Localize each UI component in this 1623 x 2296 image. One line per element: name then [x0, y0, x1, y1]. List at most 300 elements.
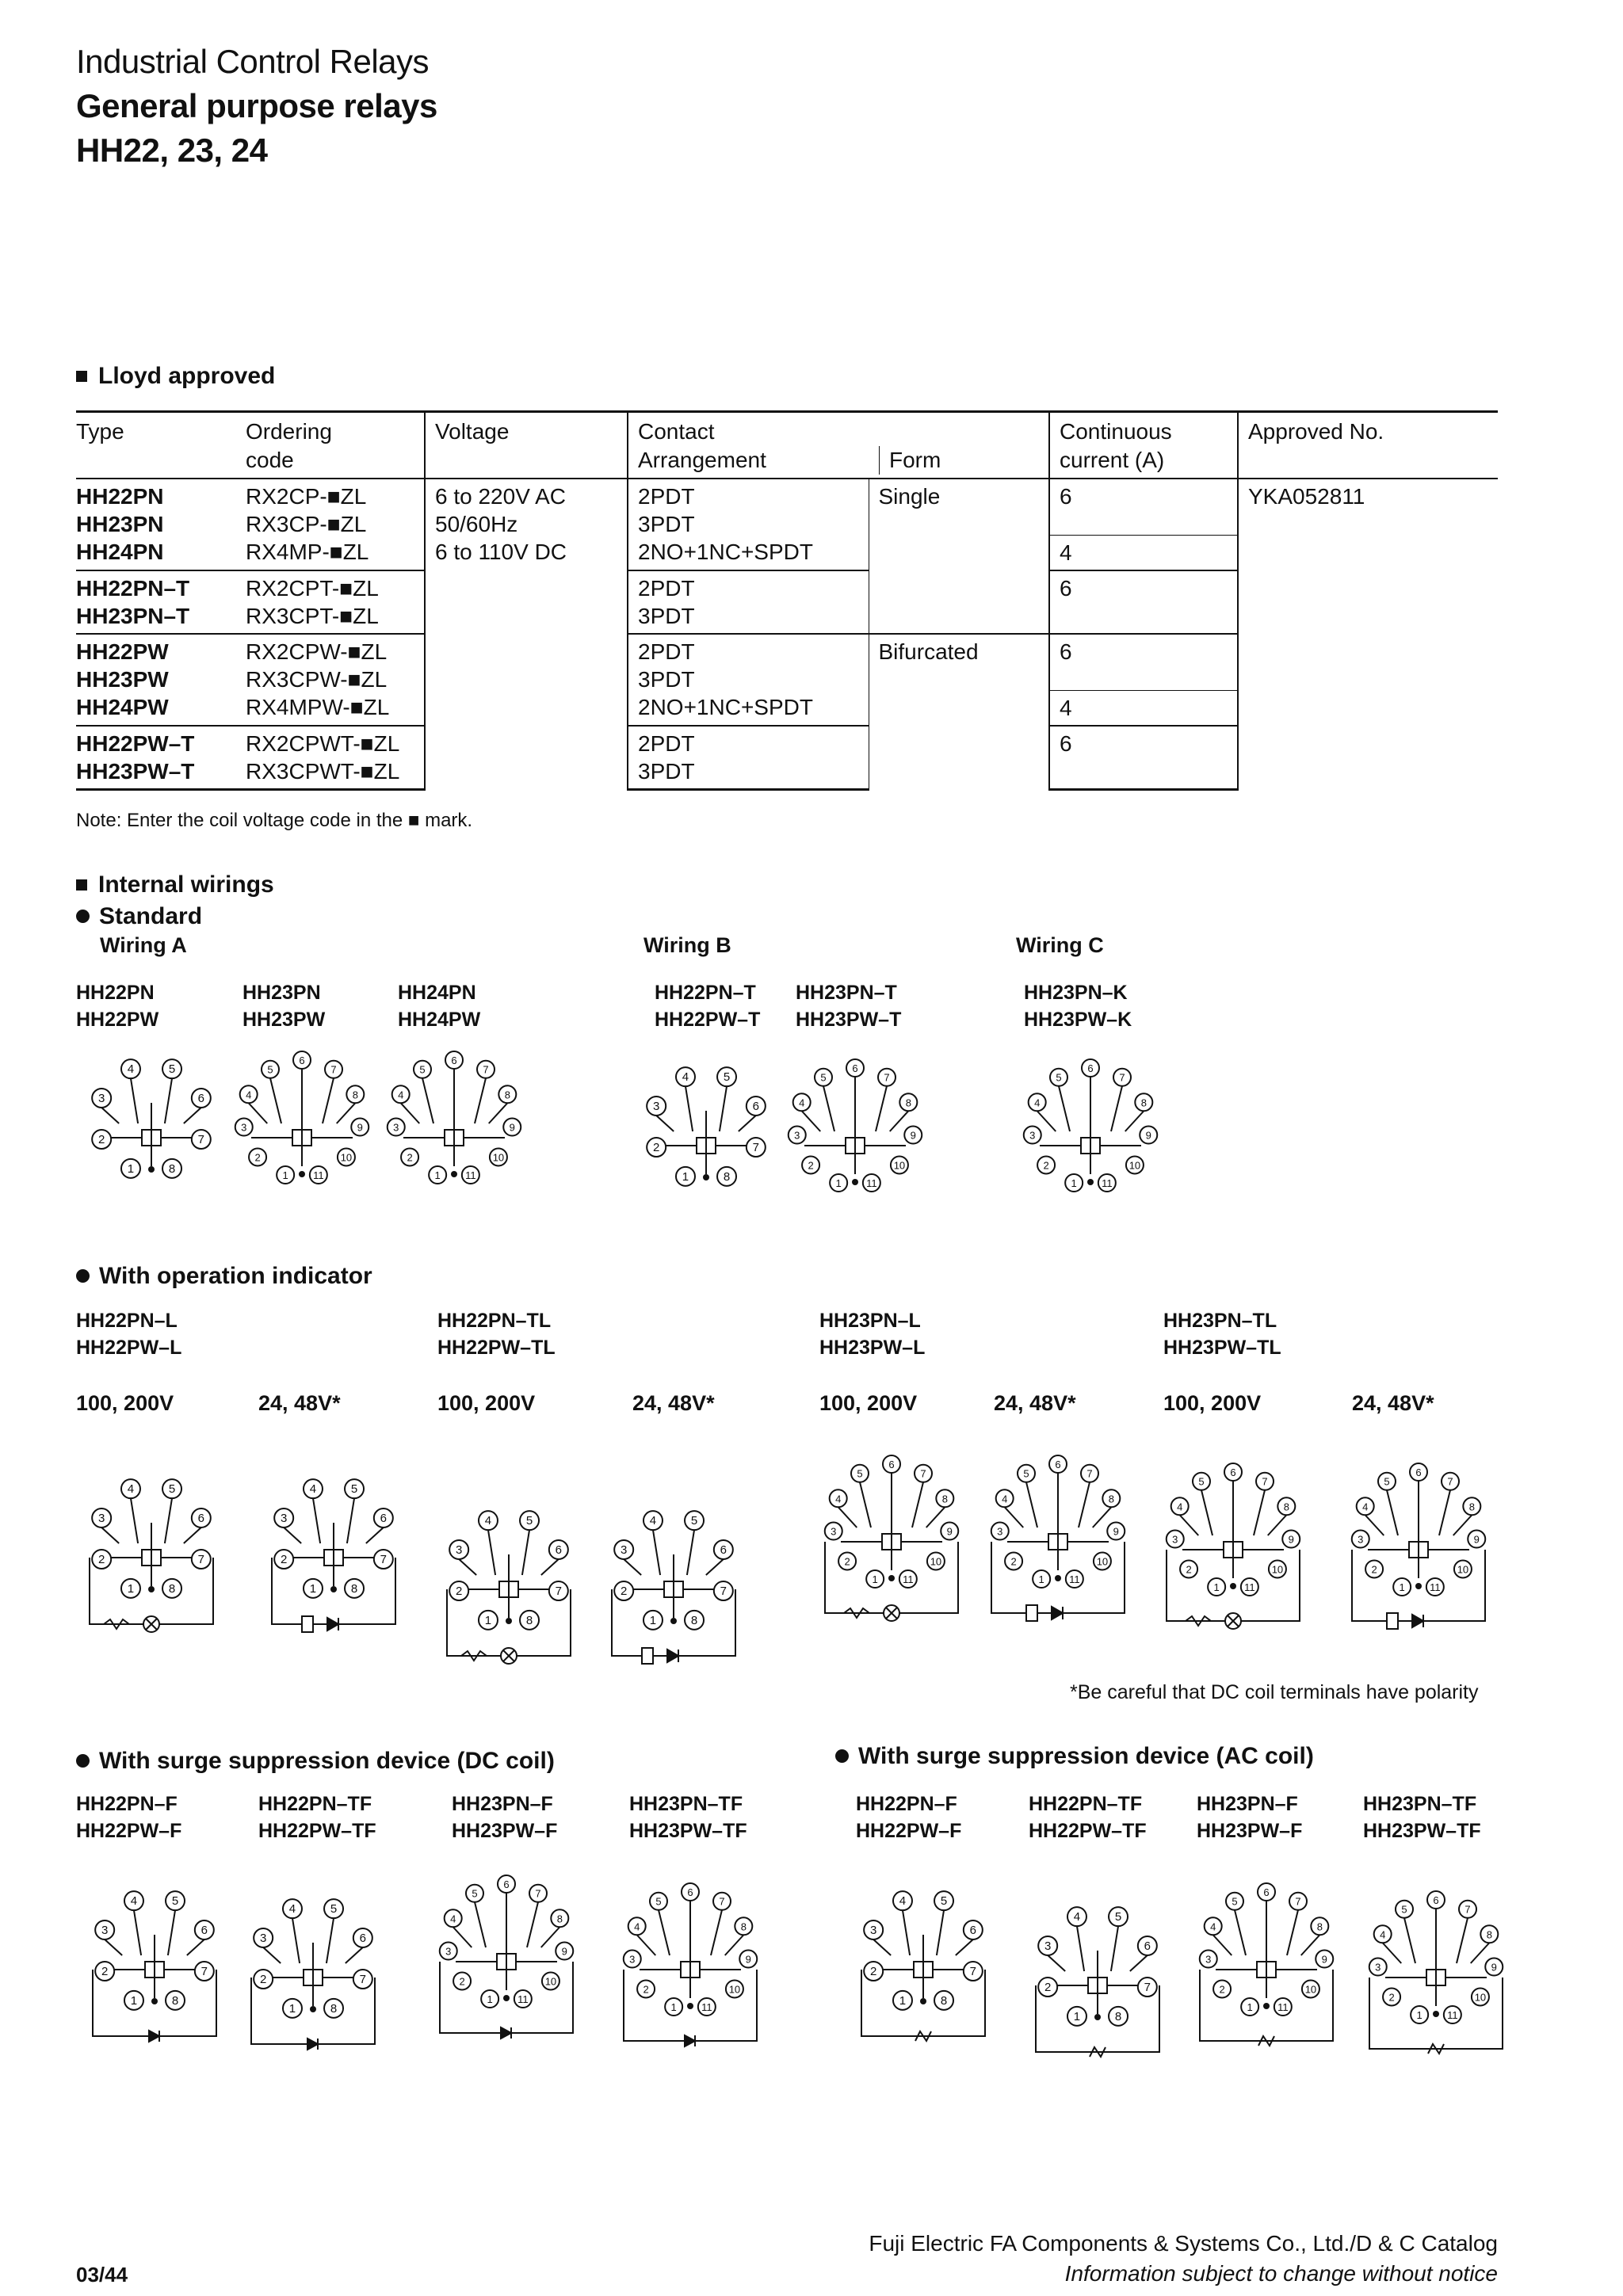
col-voltage: Voltage — [425, 412, 628, 479]
table-row: 4 — [76, 536, 1498, 571]
svg-text:10: 10 — [340, 1151, 353, 1164]
wiring-diagram — [76, 1046, 227, 1208]
svg-text:2: 2 — [1043, 1159, 1049, 1172]
square-bullet-icon — [76, 879, 87, 891]
svg-text:5: 5 — [1023, 1467, 1029, 1480]
svg-text:5: 5 — [1114, 1910, 1122, 1924]
svg-text:7: 7 — [719, 1895, 725, 1908]
model-label: HH22PN–TL HH22PW–TL — [437, 1310, 556, 1359]
model-label: HH24PN HH24PW — [398, 982, 481, 1031]
surge-ac-heading: With surge suppression device (AC coil) — [835, 1743, 1314, 1770]
svg-text:4: 4 — [1380, 1928, 1386, 1941]
svg-text:1: 1 — [487, 1993, 493, 2006]
model-label: HH23PN–TF HH23PW–TF — [629, 1793, 747, 1842]
svg-text:4: 4 — [649, 1514, 657, 1528]
svg-text:1: 1 — [434, 1169, 441, 1182]
svg-text:9: 9 — [946, 1525, 953, 1538]
col-current: Continuous current (A) — [1049, 412, 1238, 479]
schematic-svg — [983, 1450, 1133, 1664]
svg-text:10: 10 — [544, 1975, 557, 1988]
svg-text:3: 3 — [1358, 1533, 1364, 1546]
svg-text:9: 9 — [561, 1945, 567, 1958]
svg-text:2: 2 — [98, 1553, 105, 1567]
svg-text:2: 2 — [254, 1151, 261, 1164]
model-label: HH23PN–TL HH23PW–TL — [1163, 1310, 1281, 1359]
svg-text:7: 7 — [1295, 1895, 1301, 1908]
svg-text:2: 2 — [101, 1965, 109, 1979]
svg-text:7: 7 — [1262, 1475, 1268, 1488]
svg-text:7: 7 — [969, 1965, 976, 1979]
svg-text:4: 4 — [1177, 1501, 1183, 1513]
svg-text:8: 8 — [905, 1097, 911, 1109]
svg-text:4: 4 — [309, 1482, 317, 1497]
standard-heading: Standard — [76, 903, 202, 930]
svg-text:5: 5 — [168, 1482, 176, 1497]
svg-text:2: 2 — [459, 1975, 465, 1988]
svg-text:4: 4 — [799, 1097, 805, 1109]
svg-text:7: 7 — [555, 1585, 562, 1599]
square-bullet-icon — [76, 371, 87, 382]
svg-text:5: 5 — [723, 1070, 731, 1085]
svg-text:7: 7 — [1144, 1981, 1151, 1995]
svg-text:1: 1 — [309, 1581, 317, 1596]
svg-text:11: 11 — [866, 1177, 877, 1190]
svg-text:2: 2 — [260, 1973, 267, 1987]
svg-text:6: 6 — [503, 1878, 510, 1890]
svg-text:5: 5 — [820, 1071, 827, 1084]
svg-text:6: 6 — [451, 1055, 457, 1066]
model-label: HH23PN HH23PW — [242, 982, 326, 1031]
svg-text:10: 10 — [930, 1555, 942, 1568]
svg-text:1: 1 — [670, 2001, 677, 2014]
svg-text:8: 8 — [1468, 1501, 1475, 1513]
svg-text:6: 6 — [1055, 1459, 1061, 1470]
svg-text:1: 1 — [1213, 1581, 1220, 1594]
model-label: HH22PN–TF HH22PW–TF — [1029, 1793, 1147, 1842]
svg-text:2: 2 — [407, 1151, 413, 1164]
svg-text:4: 4 — [127, 1062, 135, 1077]
svg-text:3: 3 — [456, 1543, 463, 1557]
lloyd-heading — [76, 363, 275, 390]
wiring-diagram — [227, 1046, 377, 1208]
svg-text:11: 11 — [1447, 2009, 1458, 2022]
svg-text:6: 6 — [299, 1055, 305, 1066]
svg-text:5: 5 — [267, 1063, 273, 1076]
svg-text:9: 9 — [1288, 1533, 1294, 1546]
voltage-label: 24, 48V* — [258, 1391, 341, 1415]
svg-text:11: 11 — [1430, 1581, 1441, 1594]
svg-text:7: 7 — [200, 1965, 208, 1979]
svg-text:8: 8 — [352, 1089, 358, 1101]
svg-text:11: 11 — [903, 1573, 914, 1586]
svg-text:6: 6 — [359, 1931, 366, 1945]
svg-text:4: 4 — [130, 1894, 138, 1909]
svg-text:3: 3 — [1029, 1129, 1036, 1142]
svg-text:5: 5 — [1384, 1475, 1390, 1488]
svg-text:1: 1 — [649, 1613, 657, 1627]
svg-text:10: 10 — [1096, 1555, 1109, 1568]
model-label: HH22PN–F HH22PW–F — [856, 1793, 962, 1842]
svg-text:8: 8 — [723, 1169, 731, 1184]
voltage-label: 24, 48V* — [1352, 1391, 1434, 1415]
svg-text:5: 5 — [168, 1062, 176, 1077]
svg-text:6: 6 — [752, 1099, 759, 1113]
wiring-diagram — [1365, 1886, 1507, 2072]
svg-text:11: 11 — [1244, 1581, 1255, 1594]
svg-text:3: 3 — [997, 1525, 1003, 1538]
model-label: HH22PN–TF HH22PW–TF — [258, 1793, 376, 1842]
svg-text:4: 4 — [398, 1089, 404, 1101]
schematic-svg — [1019, 1054, 1162, 1204]
col-approved: Approved No. — [1238, 412, 1498, 479]
schematic-svg — [1365, 1886, 1507, 2068]
svg-text:3: 3 — [1205, 1953, 1212, 1966]
wiring-c-label: Wiring C — [1016, 933, 1104, 957]
schematic-svg — [431, 1870, 582, 2068]
schematic-svg — [602, 1497, 745, 1680]
svg-text:10: 10 — [1304, 1983, 1317, 1996]
wiring-diagram — [79, 1878, 230, 2072]
wiring-diagram — [816, 1450, 967, 1668]
col-ordering: Ordering code — [246, 412, 425, 479]
svg-text:10: 10 — [1457, 1563, 1469, 1576]
svg-text:6: 6 — [1230, 1466, 1236, 1478]
svg-text:9: 9 — [509, 1121, 515, 1134]
svg-text:11: 11 — [313, 1169, 324, 1182]
svg-text:2: 2 — [1388, 1991, 1395, 2004]
svg-text:2: 2 — [1044, 1981, 1052, 1995]
schematic-svg — [615, 1878, 766, 2068]
svg-text:6: 6 — [720, 1543, 727, 1557]
model-label: HH22PN–T HH22PW–T — [655, 982, 761, 1031]
svg-text:4: 4 — [1073, 1910, 1081, 1924]
wiring-diagram — [780, 1054, 930, 1216]
svg-text:3: 3 — [260, 1931, 267, 1945]
svg-text:6: 6 — [1144, 1939, 1151, 1953]
svg-text:3: 3 — [393, 1121, 399, 1134]
svg-text:9: 9 — [1145, 1129, 1151, 1142]
indicator-heading: With operation indicator — [76, 1263, 372, 1290]
svg-text:1: 1 — [682, 1169, 689, 1184]
svg-text:6: 6 — [197, 1511, 204, 1525]
voltage-label: 100, 200V — [819, 1391, 918, 1415]
svg-text:8: 8 — [1108, 1493, 1114, 1505]
wiring-a-label: Wiring A — [100, 933, 187, 957]
svg-text:3: 3 — [98, 1511, 105, 1525]
svg-text:5: 5 — [472, 1887, 478, 1900]
voltage-label: 24, 48V* — [994, 1391, 1076, 1415]
lloyd-table — [76, 410, 1498, 791]
svg-text:1: 1 — [484, 1613, 492, 1627]
col-type: Type — [76, 412, 246, 479]
svg-text:4: 4 — [682, 1070, 689, 1085]
svg-text:8: 8 — [1283, 1501, 1289, 1513]
svg-text:2: 2 — [1186, 1563, 1192, 1576]
svg-text:6: 6 — [197, 1091, 204, 1105]
svg-text:7: 7 — [884, 1071, 890, 1084]
svg-text:2: 2 — [808, 1159, 814, 1172]
svg-text:6: 6 — [380, 1511, 387, 1525]
svg-text:1: 1 — [1416, 2009, 1423, 2022]
svg-text:7: 7 — [1119, 1071, 1125, 1084]
svg-text:7: 7 — [1465, 1903, 1471, 1916]
svg-text:10: 10 — [893, 1159, 906, 1172]
model-label: HH23PN–TF HH23PW–TF — [1363, 1793, 1481, 1842]
svg-text:2: 2 — [653, 1141, 660, 1155]
svg-text:9: 9 — [910, 1129, 916, 1142]
svg-text:8: 8 — [171, 1993, 179, 2008]
svg-text:3: 3 — [98, 1091, 105, 1105]
wiring-diagram — [602, 1497, 745, 1684]
svg-text:6: 6 — [555, 1543, 562, 1557]
model-label: HH23PN–F HH23PW–F — [1197, 1793, 1303, 1842]
svg-text:8: 8 — [556, 1913, 563, 1925]
svg-text:5: 5 — [1232, 1895, 1238, 1908]
wiring-diagram — [238, 1886, 388, 2072]
svg-text:7: 7 — [1086, 1467, 1093, 1480]
svg-text:7: 7 — [380, 1553, 387, 1567]
svg-text:3: 3 — [1044, 1939, 1052, 1953]
svg-text:11: 11 — [465, 1169, 476, 1182]
svg-text:4: 4 — [127, 1482, 135, 1497]
svg-text:2: 2 — [1010, 1555, 1017, 1568]
schematic-svg — [379, 1046, 529, 1204]
wiring-diagram — [76, 1466, 227, 1676]
svg-text:7: 7 — [535, 1887, 541, 1900]
svg-text:1: 1 — [282, 1169, 288, 1182]
svg-text:4: 4 — [1002, 1493, 1008, 1505]
model-label: HH23PN–L HH23PW–L — [819, 1310, 926, 1359]
svg-text:3: 3 — [653, 1099, 660, 1113]
svg-text:4: 4 — [1034, 1097, 1041, 1109]
svg-text:10: 10 — [1271, 1563, 1284, 1576]
svg-text:1: 1 — [1399, 1581, 1405, 1594]
svg-text:3: 3 — [1375, 1961, 1381, 1974]
wiring-diagram — [379, 1046, 529, 1208]
schematic-svg — [816, 1450, 967, 1664]
svg-text:6: 6 — [1263, 1886, 1270, 1898]
svg-text:8: 8 — [1316, 1920, 1323, 1933]
svg-text:8: 8 — [330, 2001, 338, 2016]
wiring-diagram — [1195, 1878, 1338, 2072]
voltage-label: 100, 200V — [1163, 1391, 1262, 1415]
svg-text:5: 5 — [171, 1894, 179, 1909]
wiring-diagram — [437, 1497, 580, 1684]
lloyd-heading-text: Lloyd approved — [98, 363, 276, 389]
svg-text:3: 3 — [445, 1945, 452, 1958]
svg-text:7: 7 — [197, 1133, 204, 1147]
page-number: 03/44 — [76, 2263, 128, 2286]
svg-text:8: 8 — [1140, 1097, 1147, 1109]
svg-text:7: 7 — [720, 1585, 727, 1599]
svg-text:2: 2 — [98, 1133, 105, 1147]
svg-text:2: 2 — [1371, 1563, 1377, 1576]
svg-text:7: 7 — [1447, 1475, 1453, 1488]
svg-text:10: 10 — [1474, 1991, 1487, 2004]
svg-text:2: 2 — [844, 1555, 850, 1568]
schematic-svg — [1022, 1894, 1173, 2076]
svg-text:9: 9 — [1321, 1953, 1327, 1966]
wiring-diagram — [431, 1870, 582, 2072]
footer-notice: Information subject to change without notice — [1064, 2261, 1498, 2286]
svg-text:4: 4 — [1362, 1501, 1369, 1513]
footer-company: Fuji Electric FA Components & Systems Co., Ltd./D & C Catalog — [869, 2231, 1498, 2256]
schematic-svg — [780, 1054, 930, 1212]
svg-text:5: 5 — [1198, 1475, 1205, 1488]
svg-text:11: 11 — [1277, 2001, 1289, 2014]
model-label: HH23PN–K HH23PW–K — [1024, 982, 1132, 1031]
svg-text:2: 2 — [456, 1585, 463, 1599]
svg-text:4: 4 — [1210, 1920, 1216, 1933]
svg-text:5: 5 — [350, 1482, 358, 1497]
svg-text:4: 4 — [835, 1493, 842, 1505]
svg-text:10: 10 — [728, 1983, 741, 1996]
svg-text:2: 2 — [643, 1983, 649, 1996]
svg-text:8: 8 — [690, 1613, 698, 1627]
svg-text:9: 9 — [1491, 1961, 1497, 1974]
schematic-svg — [76, 1466, 227, 1672]
svg-text:2: 2 — [621, 1585, 628, 1599]
svg-text:8: 8 — [168, 1581, 176, 1596]
round-bullet-icon — [835, 1749, 849, 1763]
wiring-diagram — [615, 1878, 766, 2072]
schematic-svg — [258, 1466, 409, 1672]
wiring-diagram — [631, 1054, 781, 1216]
svg-text:1: 1 — [872, 1573, 878, 1586]
svg-text:1: 1 — [130, 1993, 138, 2008]
model-label: HH22PN–L HH22PW–L — [76, 1310, 182, 1359]
svg-text:1: 1 — [127, 1581, 135, 1596]
svg-text:9: 9 — [1473, 1533, 1480, 1546]
table-row: 4 — [76, 691, 1498, 727]
wiring-diagram — [1019, 1054, 1162, 1208]
svg-text:9: 9 — [1113, 1525, 1119, 1538]
svg-text:5: 5 — [419, 1063, 426, 1076]
svg-text:4: 4 — [450, 1913, 456, 1925]
wirings-heading: Internal wirings — [76, 871, 274, 898]
svg-text:6: 6 — [969, 1923, 976, 1937]
svg-text:3: 3 — [831, 1525, 837, 1538]
svg-text:5: 5 — [940, 1894, 948, 1909]
svg-text:9: 9 — [357, 1121, 363, 1134]
svg-text:8: 8 — [350, 1581, 358, 1596]
svg-text:11: 11 — [1069, 1573, 1080, 1586]
wiring-diagram — [848, 1878, 999, 2080]
svg-text:6: 6 — [687, 1886, 693, 1898]
round-bullet-icon — [76, 1269, 90, 1283]
lloyd-note: Note: Enter the coil voltage code in the ■ mark. — [76, 810, 473, 831]
svg-text:6: 6 — [888, 1459, 895, 1470]
svg-text:7: 7 — [752, 1141, 759, 1155]
surge-dc-heading: With surge suppression device (DC coil) — [76, 1748, 555, 1775]
voltage-label: 100, 200V — [437, 1391, 536, 1415]
schematic-svg — [79, 1878, 230, 2068]
svg-text:6: 6 — [1433, 1894, 1439, 1906]
svg-text:1: 1 — [288, 2001, 296, 2016]
svg-text:1: 1 — [1038, 1573, 1044, 1586]
schematic-svg — [631, 1054, 781, 1212]
svg-text:9: 9 — [745, 1953, 751, 1966]
voltage-label: 100, 200V — [76, 1391, 174, 1415]
svg-text:3: 3 — [241, 1121, 247, 1134]
svg-text:7: 7 — [197, 1553, 204, 1567]
header-line-1: Industrial Control Relays — [76, 43, 430, 80]
wiring-diagram — [258, 1466, 409, 1676]
svg-text:1: 1 — [899, 1993, 907, 2008]
svg-text:1: 1 — [127, 1161, 135, 1176]
col-contact: Contact Arrangement Form — [628, 412, 1049, 479]
table-row: HH22PN HH23PN HH24PN RX2CP-■ZL RX3CP-■ZL RX4MP-■ZL 6 to 220V AC 50/60Hz 6 to 110V DC 2PDT 3PDT 2NO+1NC+SPDT Single 6 YKA052811 — [76, 479, 1498, 536]
schematic-svg — [848, 1878, 999, 2076]
schematic-svg — [1162, 1458, 1304, 1656]
header-line-3: HH22, 23, 24 — [76, 132, 268, 169]
wiring-diagram — [1162, 1458, 1304, 1660]
svg-text:3: 3 — [101, 1923, 109, 1937]
svg-text:8: 8 — [1114, 2009, 1122, 2023]
svg-text:11: 11 — [701, 2001, 712, 2014]
svg-text:2: 2 — [1219, 1983, 1225, 1996]
svg-text:8: 8 — [740, 1920, 747, 1933]
svg-text:10: 10 — [1128, 1159, 1141, 1172]
svg-text:7: 7 — [920, 1467, 926, 1480]
svg-text:11: 11 — [1102, 1177, 1113, 1190]
svg-text:11: 11 — [517, 1993, 529, 2006]
svg-text:7: 7 — [359, 1973, 366, 1987]
wiring-b-label: Wiring B — [643, 933, 731, 957]
model-label: HH23PN–F HH23PW–F — [452, 1793, 558, 1842]
model-label: HH23PN–T HH23PW–T — [796, 982, 902, 1031]
wiring-diagram — [983, 1450, 1133, 1668]
table-header-row — [76, 412, 1498, 479]
svg-text:3: 3 — [1172, 1533, 1178, 1546]
schematic-svg — [227, 1046, 377, 1204]
svg-text:5: 5 — [690, 1514, 698, 1528]
svg-text:6: 6 — [1087, 1062, 1094, 1074]
svg-text:4: 4 — [634, 1920, 640, 1933]
svg-text:8: 8 — [168, 1161, 176, 1176]
schematic-svg — [238, 1886, 388, 2068]
svg-text:6: 6 — [200, 1923, 208, 1937]
svg-text:8: 8 — [504, 1089, 510, 1101]
svg-text:4: 4 — [899, 1894, 907, 1909]
svg-text:4: 4 — [246, 1089, 252, 1101]
table-row: HH22PW HH23PW HH24PW RX2CPW-■ZL RX3CPW-■ZL RX4MPW-■ZL 2PDT 3PDT 2NO+1NC+SPDT Bifurcated 6 — [76, 634, 1498, 691]
header-line-2: General purpose relays — [76, 87, 437, 124]
svg-text:3: 3 — [870, 1923, 877, 1937]
svg-text:3: 3 — [281, 1511, 288, 1525]
svg-text:5: 5 — [330, 1902, 338, 1917]
svg-text:8: 8 — [940, 1993, 948, 2008]
schematic-svg — [1195, 1878, 1338, 2068]
svg-text:3: 3 — [794, 1129, 800, 1142]
polarity-note: *Be careful that DC coil terminals have polarity — [1070, 1681, 1479, 1703]
svg-text:3: 3 — [629, 1953, 636, 1966]
svg-text:10: 10 — [492, 1151, 505, 1164]
model-label: HH22PN HH22PW — [76, 982, 159, 1031]
svg-text:8: 8 — [525, 1613, 533, 1627]
svg-text:1: 1 — [1073, 2009, 1081, 2023]
schematic-svg — [1347, 1458, 1490, 1656]
svg-text:6: 6 — [1415, 1466, 1422, 1478]
schematic-svg — [437, 1497, 580, 1680]
svg-text:5: 5 — [1401, 1903, 1407, 1916]
svg-text:7: 7 — [330, 1063, 337, 1076]
wiring-diagram — [1347, 1458, 1490, 1660]
svg-text:4: 4 — [484, 1514, 492, 1528]
svg-text:5: 5 — [1056, 1071, 1062, 1084]
svg-text:1: 1 — [1071, 1177, 1077, 1190]
table-row: HH22PW–T HH23PW–T RX2CPWT-■ZL RX3CPWT-■ZL 2PDT 3PDT 6 — [76, 726, 1498, 790]
